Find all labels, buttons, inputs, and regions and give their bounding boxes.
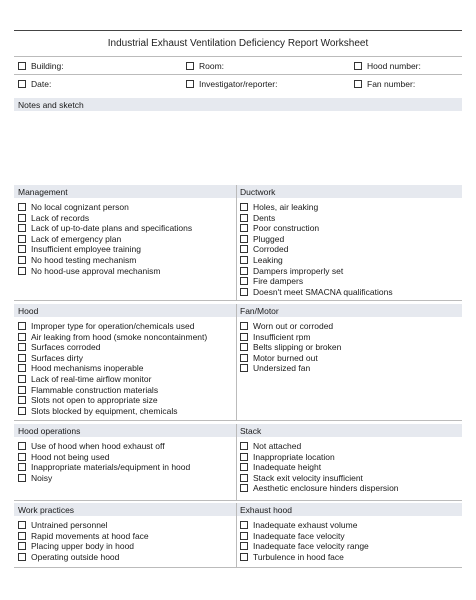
checklist-item-label: Use of hood when hood exhaust off bbox=[31, 441, 165, 451]
checklist-item[interactable] bbox=[240, 473, 399, 484]
checklist-item[interactable] bbox=[240, 353, 341, 364]
investigator-field[interactable]: Investigator/reporter: bbox=[186, 79, 277, 89]
checklist-item-label: Stack exit velocity insufficient bbox=[253, 472, 363, 483]
checklist-item[interactable] bbox=[18, 353, 207, 364]
checkbox[interactable] bbox=[18, 386, 26, 394]
checklist-item[interactable] bbox=[240, 266, 393, 277]
checklist-item-label: Inadequate face velocity range bbox=[253, 541, 369, 552]
checklist-item[interactable] bbox=[18, 441, 190, 452]
checklist-item[interactable] bbox=[240, 483, 399, 494]
checkbox[interactable] bbox=[240, 214, 248, 222]
checklist-item[interactable] bbox=[240, 223, 393, 234]
checklist-item-label: Flammable construction materials bbox=[31, 384, 159, 395]
checklist-item[interactable] bbox=[240, 244, 393, 255]
checklist-item[interactable] bbox=[240, 441, 399, 452]
divider bbox=[14, 300, 462, 301]
section-header bbox=[14, 304, 462, 317]
hood-label: Hood bbox=[18, 306, 39, 316]
checklist-item[interactable] bbox=[18, 255, 192, 266]
checklist-item-label: Untrained personnel bbox=[31, 520, 108, 530]
checklist-item[interactable] bbox=[240, 255, 393, 266]
work-practices-list bbox=[18, 520, 149, 562]
checklist-item-label: No hood testing mechanism bbox=[31, 254, 137, 265]
checklist-item-label: Placing upper body in hood bbox=[31, 541, 135, 552]
checklist-item-label: Worn out or corroded bbox=[253, 321, 334, 331]
checklist-item-label: Hood not being used bbox=[31, 451, 110, 462]
checkbox[interactable] bbox=[240, 463, 248, 471]
checkbox[interactable] bbox=[18, 463, 26, 471]
checkbox[interactable] bbox=[240, 521, 248, 529]
checkbox[interactable] bbox=[240, 532, 248, 540]
checklist-item[interactable] bbox=[18, 342, 207, 353]
checklist-item[interactable] bbox=[18, 462, 190, 473]
checklist-item[interactable] bbox=[240, 462, 399, 473]
management-list bbox=[18, 202, 192, 276]
checkbox[interactable] bbox=[18, 256, 26, 264]
checkbox[interactable] bbox=[18, 224, 26, 232]
checklist-item[interactable] bbox=[18, 385, 207, 396]
checklist-item-label: Slots not open to appropriate size bbox=[31, 395, 158, 406]
divider bbox=[14, 420, 462, 421]
divider bbox=[14, 56, 462, 57]
checklist-item-label: Hood mechanisms inoperable bbox=[31, 363, 144, 374]
checklist-item[interactable] bbox=[18, 244, 192, 255]
checklist-item[interactable] bbox=[18, 266, 192, 277]
checkbox[interactable] bbox=[240, 442, 248, 450]
checklist-item[interactable] bbox=[240, 552, 369, 563]
checklist-item[interactable] bbox=[240, 531, 369, 542]
checklist-item-label: Turbulence in hood face bbox=[253, 551, 344, 562]
checkbox[interactable] bbox=[240, 553, 248, 561]
checklist-item[interactable] bbox=[240, 541, 369, 552]
checkbox[interactable] bbox=[354, 80, 362, 88]
checkbox[interactable] bbox=[18, 354, 26, 362]
checklist-item-label: Poor construction bbox=[253, 223, 320, 234]
checkbox[interactable] bbox=[240, 333, 248, 341]
checklist-item-label: Surfaces dirty bbox=[31, 352, 83, 363]
checklist-item-label: Lack of up-to-date plans and specifications bbox=[31, 223, 193, 234]
checklist-item[interactable] bbox=[240, 363, 341, 374]
notes-header bbox=[14, 98, 462, 111]
checklist-item-label: Dampers improperly set bbox=[253, 265, 344, 276]
column-divider bbox=[236, 185, 237, 300]
checkbox[interactable] bbox=[18, 453, 26, 461]
checklist-item-label: No local cognizant person bbox=[31, 202, 129, 212]
checklist-item-label: Holes, air leaking bbox=[253, 202, 319, 212]
checklist-item[interactable] bbox=[240, 520, 369, 531]
checklist-item-label: Improper type for operation/chemicals used bbox=[31, 321, 195, 331]
checklist-item[interactable] bbox=[18, 541, 149, 552]
fan-number-field[interactable]: Fan number: bbox=[354, 79, 415, 89]
room-field[interactable]: Room: bbox=[186, 61, 224, 71]
section-header bbox=[14, 503, 462, 516]
fan-motor-label: Fan/Motor bbox=[240, 306, 279, 316]
checkbox[interactable] bbox=[18, 333, 26, 341]
checklist-item-label: Plugged bbox=[253, 233, 285, 244]
info-row-2 bbox=[14, 76, 462, 92]
checkbox[interactable] bbox=[240, 453, 248, 461]
checklist-item[interactable] bbox=[18, 473, 190, 484]
checkbox[interactable] bbox=[354, 62, 362, 70]
stack-label: Stack bbox=[240, 426, 262, 436]
checklist-item-label: Undersized fan bbox=[253, 363, 311, 374]
hood-operations-label: Hood operations bbox=[18, 426, 81, 436]
divider bbox=[14, 567, 462, 568]
checklist-item-label: Aesthetic enclosure hinders dispersion bbox=[253, 483, 399, 494]
checklist-item[interactable] bbox=[18, 452, 190, 463]
checkbox[interactable] bbox=[18, 407, 26, 415]
checklist-item[interactable] bbox=[240, 452, 399, 463]
checklist-item-label: Corroded bbox=[253, 244, 289, 255]
checklist-item[interactable] bbox=[240, 321, 341, 332]
checklist-item-label: Inadequate exhaust volume bbox=[253, 520, 358, 530]
checklist-item-label: Air leaking from hood (smoke noncontainment) bbox=[31, 331, 208, 342]
divider bbox=[14, 74, 462, 75]
ductwork-list bbox=[240, 202, 393, 297]
checklist-item[interactable] bbox=[18, 321, 207, 332]
checkbox[interactable] bbox=[240, 256, 248, 264]
column-divider bbox=[236, 503, 237, 567]
checkbox[interactable] bbox=[240, 322, 248, 330]
checklist-item[interactable] bbox=[18, 223, 192, 234]
checklist-item-label: Surfaces corroded bbox=[31, 342, 101, 353]
checklist-item[interactable] bbox=[18, 374, 207, 385]
column-divider bbox=[236, 424, 237, 500]
hood-list bbox=[18, 321, 207, 416]
checklist-item-label: Insufficient employee training bbox=[31, 244, 141, 255]
checklist-item-label: Inadequate height bbox=[253, 462, 322, 473]
work-practices-label: Work practices bbox=[18, 505, 75, 515]
checkbox[interactable] bbox=[240, 364, 248, 372]
checklist-item-label: Dents bbox=[253, 212, 276, 223]
checklist-item[interactable] bbox=[240, 202, 393, 213]
checklist-item[interactable] bbox=[240, 332, 341, 343]
info-row-1 bbox=[14, 58, 462, 74]
hood-operations-list bbox=[18, 441, 190, 483]
checkbox[interactable] bbox=[18, 442, 26, 450]
section-header bbox=[14, 424, 462, 437]
checklist-item-label: Lack of real-time airflow monitor bbox=[31, 373, 152, 384]
checklist-item-label: Rapid movements at hood face bbox=[31, 530, 149, 541]
checkbox[interactable] bbox=[18, 364, 26, 372]
checkbox[interactable] bbox=[240, 354, 248, 362]
management-label: Management bbox=[18, 187, 68, 197]
checklist-item-label: Insufficient rpm bbox=[253, 331, 311, 342]
checklist-item[interactable] bbox=[240, 213, 393, 224]
exhaust-hood-label: Exhaust hood bbox=[240, 505, 292, 515]
exhaust-hood-list bbox=[240, 520, 369, 562]
checkbox[interactable] bbox=[240, 542, 248, 550]
checkbox[interactable] bbox=[18, 322, 26, 330]
checklist-item-label: Lack of emergency plan bbox=[31, 233, 122, 244]
checklist-item-label: Inappropriate materials/equipment in hood bbox=[31, 462, 191, 473]
checkbox[interactable] bbox=[18, 235, 26, 243]
fan-motor-list bbox=[240, 321, 341, 374]
notes-area[interactable] bbox=[14, 111, 462, 185]
checklist-item-label: Not attached bbox=[253, 441, 302, 451]
checklist-item[interactable] bbox=[18, 202, 192, 213]
checkbox[interactable] bbox=[240, 224, 248, 232]
checklist-item-label: Fire dampers bbox=[253, 276, 304, 287]
checkbox[interactable] bbox=[18, 203, 26, 211]
checkbox[interactable] bbox=[240, 203, 248, 211]
checkbox[interactable] bbox=[18, 214, 26, 222]
checkbox[interactable] bbox=[18, 553, 26, 561]
checklist-item-label: Inadequate face velocity bbox=[253, 530, 345, 541]
checklist-item[interactable] bbox=[18, 531, 149, 542]
date-field[interactable]: Date: bbox=[18, 79, 51, 89]
checklist-item[interactable] bbox=[18, 363, 207, 374]
checklist-item[interactable] bbox=[240, 342, 341, 353]
checklist-item-label: Lack of records bbox=[31, 212, 90, 223]
checklist-item-label: Leaking bbox=[253, 254, 283, 265]
building-field[interactable]: Building: bbox=[18, 61, 64, 71]
checklist-item[interactable] bbox=[18, 406, 207, 417]
checkbox[interactable] bbox=[18, 80, 26, 88]
checkbox[interactable] bbox=[240, 245, 248, 253]
checklist-item-label: Doesn't meet SMACNA qualifications bbox=[253, 286, 393, 297]
checkbox[interactable] bbox=[240, 267, 248, 275]
checklist-item[interactable] bbox=[18, 332, 207, 343]
checkbox[interactable] bbox=[18, 343, 26, 351]
divider bbox=[14, 500, 462, 501]
checkbox[interactable] bbox=[18, 396, 26, 404]
ductwork-label: Ductwork bbox=[240, 187, 276, 197]
checklist-item[interactable] bbox=[18, 234, 192, 245]
checklist-item[interactable] bbox=[240, 287, 393, 298]
checkbox[interactable] bbox=[18, 542, 26, 550]
checkbox[interactable] bbox=[186, 62, 194, 70]
column-divider bbox=[236, 304, 237, 420]
worksheet-title: Industrial Exhaust Ventilation Deficiency Report Worksheet bbox=[107, 38, 369, 49]
checklist-item[interactable] bbox=[240, 276, 393, 287]
checkbox[interactable] bbox=[18, 521, 26, 529]
checkbox[interactable] bbox=[240, 474, 248, 482]
notes-label: Notes and sketch bbox=[18, 100, 84, 110]
stack-list bbox=[240, 441, 399, 494]
checklist-item-label: Slots blocked by equipment, chemicals bbox=[31, 405, 178, 416]
checklist-item[interactable] bbox=[18, 395, 207, 406]
top-rule bbox=[14, 30, 462, 31]
checklist-item-label: Motor burned out bbox=[253, 352, 318, 363]
checklist-item[interactable] bbox=[18, 552, 149, 563]
checklist-item[interactable] bbox=[18, 520, 149, 531]
checkbox[interactable] bbox=[240, 277, 248, 285]
checklist-item-label: Operating outside hood bbox=[31, 551, 120, 562]
checkbox[interactable] bbox=[18, 267, 26, 275]
checklist-item-label: Belts slipping or broken bbox=[253, 342, 342, 353]
checkbox[interactable] bbox=[18, 474, 26, 482]
section-header bbox=[14, 185, 462, 198]
checkbox[interactable] bbox=[18, 62, 26, 70]
checkbox[interactable] bbox=[240, 288, 248, 296]
checkbox[interactable] bbox=[186, 80, 194, 88]
checklist-item[interactable] bbox=[240, 234, 393, 245]
hood-number-field[interactable]: Hood number: bbox=[354, 61, 421, 71]
checkbox[interactable] bbox=[18, 532, 26, 540]
checklist-item[interactable] bbox=[18, 213, 192, 224]
checklist-item-label: No hood-use approval mechanism bbox=[31, 265, 161, 276]
checklist-item-label: Inappropriate location bbox=[253, 451, 335, 462]
checkbox[interactable] bbox=[240, 343, 248, 351]
checkbox[interactable] bbox=[18, 375, 26, 383]
checkbox[interactable] bbox=[240, 235, 248, 243]
checkbox[interactable] bbox=[18, 245, 26, 253]
checklist-item-label: Noisy bbox=[31, 472, 53, 483]
checkbox[interactable] bbox=[240, 484, 248, 492]
